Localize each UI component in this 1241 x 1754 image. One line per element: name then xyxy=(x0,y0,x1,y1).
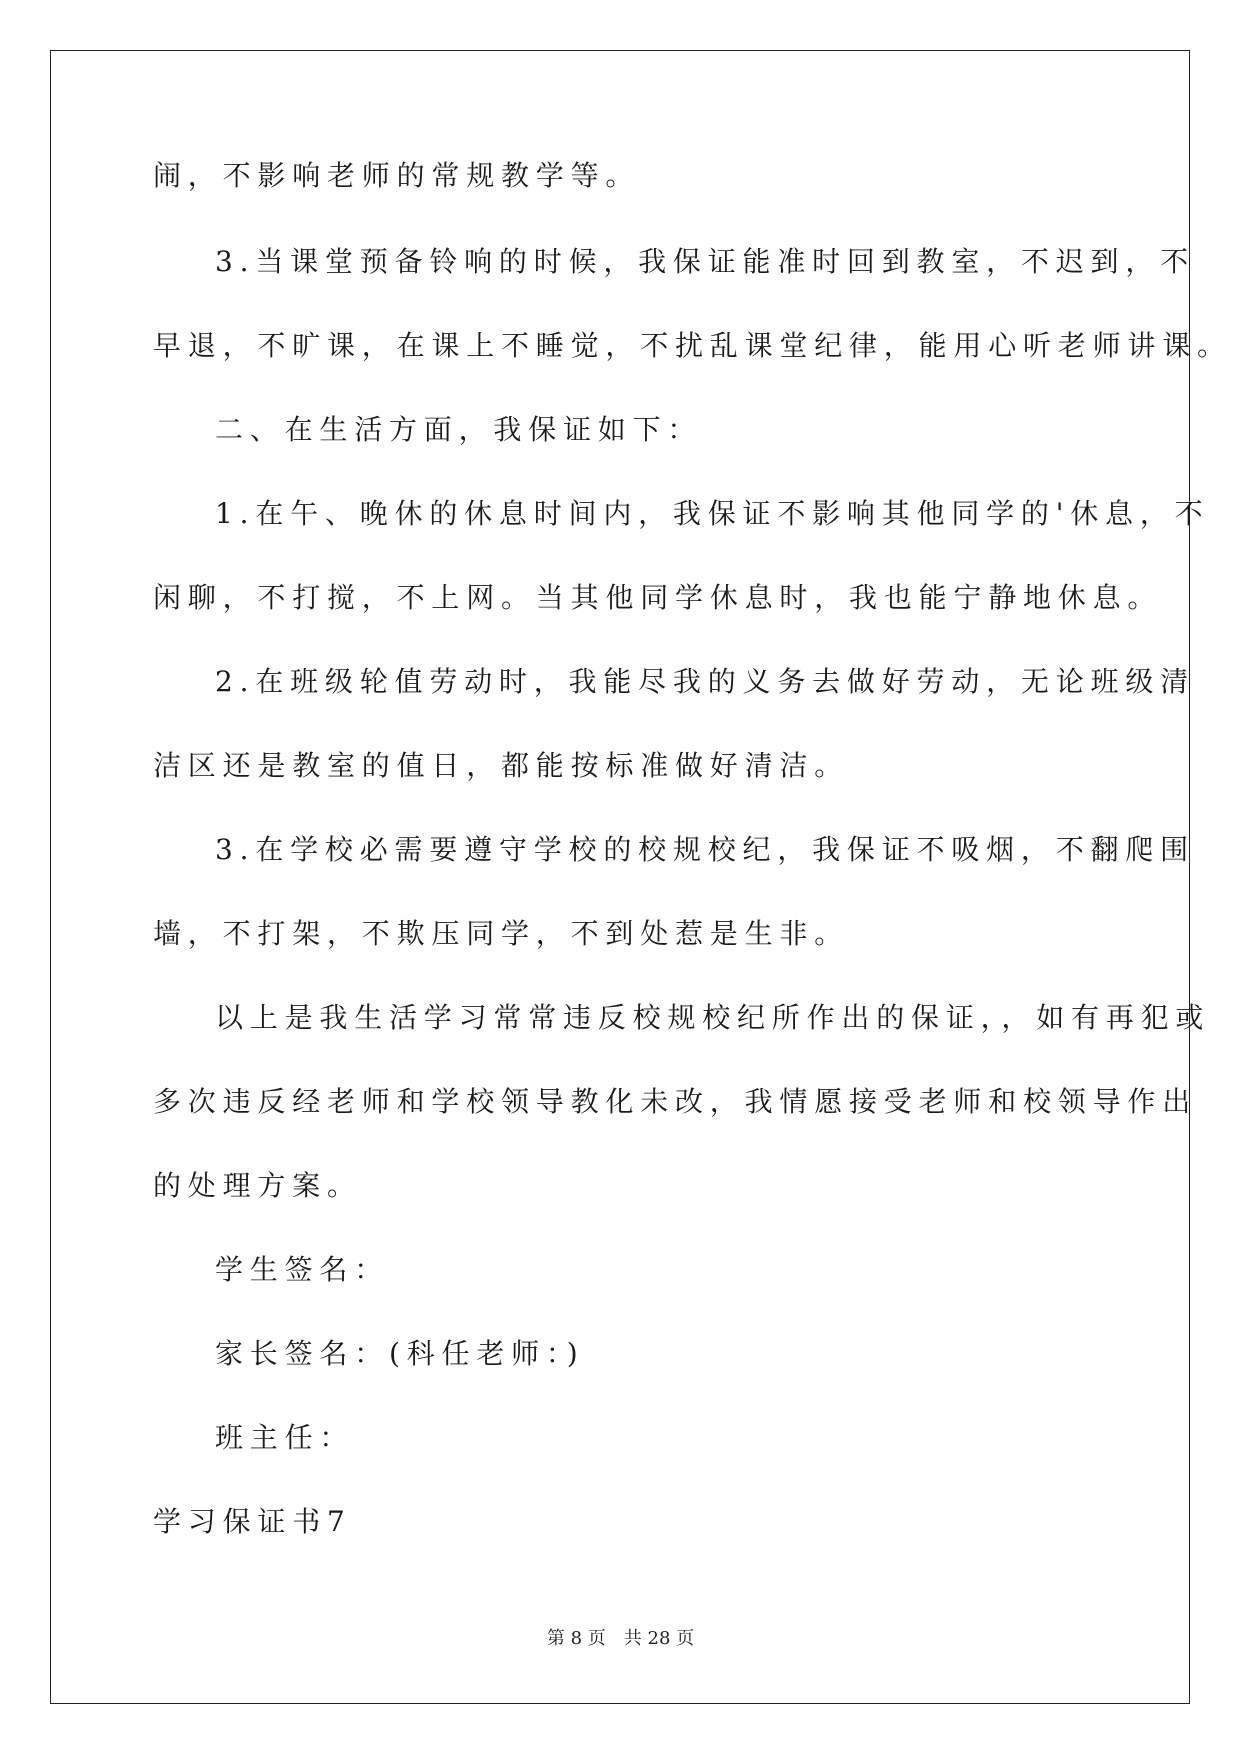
text-line: 3.当课堂预备铃响的时候，我保证能准时回到教室，不迟到，不 xyxy=(215,245,1195,278)
text-line: 洁区还是教室的值日，都能按标准做好清洁。 xyxy=(153,749,850,782)
text-line: 早退，不旷课，在课上不睡觉，不扰乱课堂纪律，能用心听老师讲课。 xyxy=(153,329,1232,362)
head-teacher-label: 班主任： xyxy=(215,1421,355,1454)
page-number: 第 8 页 共 28 页 xyxy=(546,1628,695,1649)
text-line: 1.在午、晚休的休息时间内，我保证不影响其他同学的'休息，不 xyxy=(215,497,1210,530)
text-line: 多次违反经老师和学校领导教化未改，我情愿接受老师和校领导作出 xyxy=(153,1085,1198,1118)
text-line: 的处理方案。 xyxy=(153,1169,362,1202)
text-line: 墙，不打架，不欺压同学，不到处惹是生非。 xyxy=(153,917,850,950)
text-line: 3.在学校必需要遵守学校的校规校纪，我保证不吸烟，不翻爬围 xyxy=(215,833,1195,866)
text-line: 2.在班级轮值劳动时，我能尽我的义务去做好劳动，无论班级清 xyxy=(215,665,1195,698)
text-line: 闲聊，不打搅，不上网。当其他同学休息时，我也能宁静地休息。 xyxy=(153,581,1163,614)
parent-signature-label: 家长签名：(科任老师：) xyxy=(215,1337,585,1370)
student-signature-label: 学生签名： xyxy=(215,1253,390,1286)
page-border xyxy=(50,50,1190,1704)
section-heading: 二、在生活方面，我保证如下： xyxy=(215,413,703,446)
document-title: 学习保证书7 xyxy=(153,1505,352,1538)
text-line: 以上是我生活学习常常违反校规校纪所作出的保证，，如有再犯或 xyxy=(215,1001,1211,1034)
text-line: 闹，不影响老师的常规教学等。 xyxy=(153,159,641,192)
